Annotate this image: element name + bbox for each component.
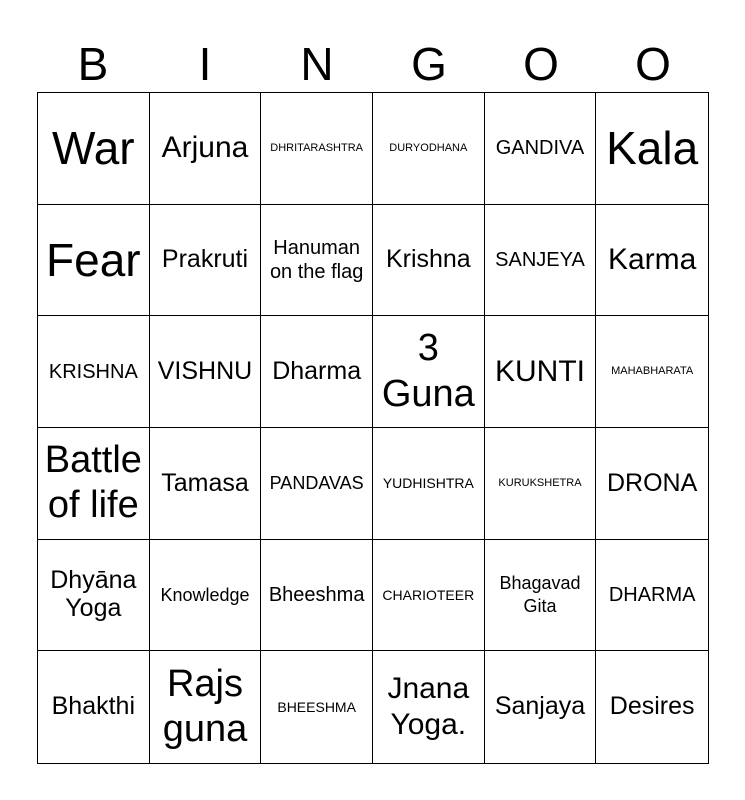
header-letter-o: O	[523, 38, 559, 90]
header-letter-g: G	[411, 38, 447, 90]
bingo-cell[interactable]: DRONA	[596, 428, 708, 540]
bingo-cell[interactable]: Arjuna	[150, 93, 262, 205]
bingo-cell[interactable]: DURYODHANA	[373, 93, 485, 205]
bingo-cell[interactable]: Hanuman on the flag	[261, 205, 373, 317]
bingo-cell[interactable]: Knowledge	[150, 540, 262, 652]
header-letter-o-2: O	[635, 38, 671, 90]
bingo-cell[interactable]: PANDAVAS	[261, 428, 373, 540]
bingo-cell[interactable]: GANDIVA	[485, 93, 597, 205]
bingo-cell[interactable]: VISHNU	[150, 316, 262, 428]
bingo-cell[interactable]: Tamasa	[150, 428, 262, 540]
bingo-cell[interactable]: MAHABHARATA	[596, 316, 708, 428]
bingo-cell[interactable]: KUNTI	[485, 316, 597, 428]
bingo-cell[interactable]: BHEESHMA	[261, 651, 373, 763]
header-letter-n: N	[300, 38, 334, 90]
bingo-cell[interactable]: Fear	[38, 205, 150, 317]
bingo-cell[interactable]: SANJEYA	[485, 205, 597, 317]
bingo-cell[interactable]: KRISHNA	[38, 316, 150, 428]
header-letter-b: B	[77, 38, 109, 90]
bingo-cell[interactable]: Jnana Yoga.	[373, 651, 485, 763]
bingo-cell[interactable]: Bheeshma	[261, 540, 373, 652]
bingo-cell[interactable]: DHRITARASHTRA	[261, 93, 373, 205]
bingo-cell[interactable]: Dhyāna Yoga	[38, 540, 150, 652]
bingo-cell[interactable]: Sanjaya	[485, 651, 597, 763]
bingo-cell[interactable]: CHARIOTEER	[373, 540, 485, 652]
bingo-cell[interactable]: Dharma	[261, 316, 373, 428]
bingo-cell[interactable]: Bhagavad Gita	[485, 540, 597, 652]
bingo-cell[interactable]: YUDHISHTRA	[373, 428, 485, 540]
header-letter-i: I	[198, 38, 212, 90]
bingo-cell[interactable]: Bhakthi	[38, 651, 150, 763]
bingo-cell[interactable]: War	[38, 93, 150, 205]
bingo-cell[interactable]: Battle of life	[38, 428, 150, 540]
bingo-header	[37, 36, 709, 92]
bingo-cell[interactable]: DHARMA	[596, 540, 708, 652]
bingo-cell[interactable]: Desires	[609, 692, 695, 721]
bingo-board	[37, 92, 709, 764]
bingo-cell[interactable]: Karma	[596, 205, 708, 317]
bingo-cell[interactable]: 3 Guna	[373, 316, 485, 428]
bingo-cell[interactable]: Prakruti	[150, 205, 262, 317]
bingo-cell[interactable]: Krishna	[373, 205, 485, 317]
bingo-cell[interactable]: KURUKSHETRA	[485, 428, 597, 540]
bingo-cell[interactable]: Kala	[596, 93, 708, 205]
bingo-cell[interactable]: Rajs guna	[150, 651, 262, 763]
